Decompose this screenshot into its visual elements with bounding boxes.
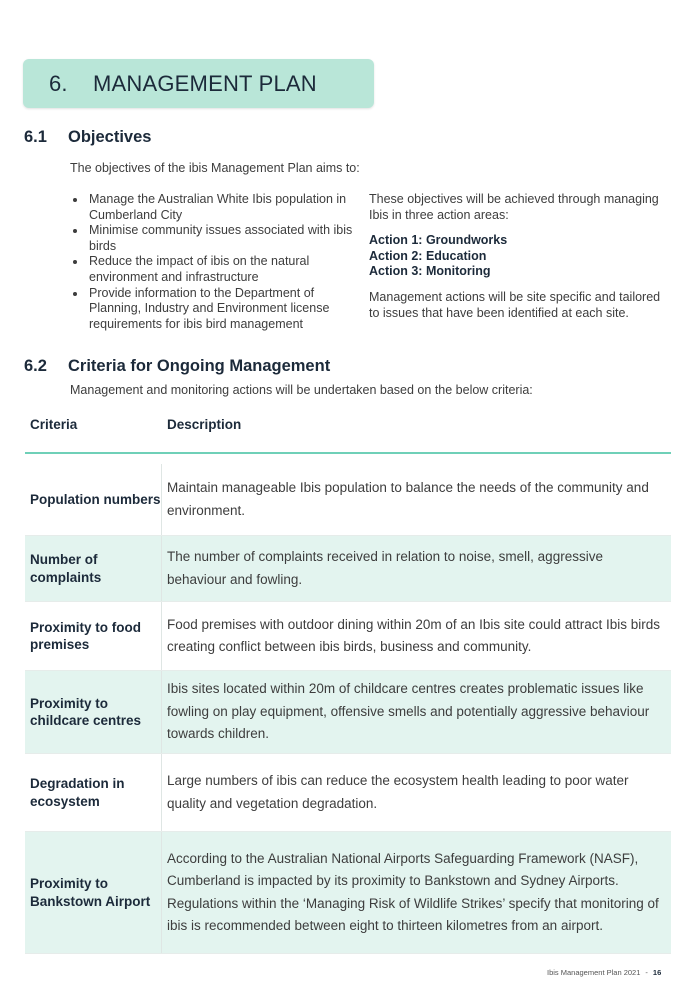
description-cell: Food premises with outdoor dining within 20m of an Ibis site could attract Ibis birds creating conflict between ibis birds, business and community.: [167, 616, 660, 654]
list-item: Minimise community issues associated with ibis birds: [70, 223, 360, 254]
action-item: Action 1: Groundworks: [369, 233, 508, 248]
section-number: 6.: [49, 70, 68, 96]
criteria-cell: Proximity to food premises: [25, 602, 162, 670]
section-banner: [23, 59, 374, 108]
list-item: Provide information to the Department of Planning, Industry and Environment license requirements for ibis bird management: [70, 286, 360, 333]
objectives-heading: [24, 128, 151, 147]
table-row: [25, 602, 671, 671]
action-item: Action 2: Education: [369, 248, 487, 263]
objectives-title: Objectives: [68, 128, 152, 146]
criteria-cell: Degradation in ecosystem: [25, 754, 162, 831]
table-row: [25, 671, 671, 754]
criteria-table-header: [25, 408, 671, 454]
criteria-title: Criteria for Ongoing Management: [68, 357, 331, 375]
column-header-criteria: Criteria: [30, 417, 78, 432]
list-item: Manage the Australian White Ibis population in Cumberland City: [70, 192, 360, 223]
actions-closing: Management actions will be site specific and tailored to issues that have been identified at each site.: [369, 289, 661, 320]
objectives-actions-column: [369, 192, 669, 321]
page-footer: [547, 968, 661, 977]
section-title: MANAGEMENT PLAN: [93, 70, 317, 96]
criteria-cell: Population numbers: [25, 464, 162, 535]
description-cell: According to the Australian National Airports Safeguarding Framework (NASF), Cumberland is impacted by its proximity to Bankstown and Sydney Airports. Regulations within the ‘Managing Risk of Wildlife Strikes’ specify that monitoring of ibis is recommended between eight to thirteen kilometres from an airport.: [167, 850, 659, 933]
description-cell: The number of complaints received in relation to noise, smell, aggressive behaviour and fowling.: [167, 549, 603, 587]
criteria-number: 6.2: [24, 357, 47, 375]
description-cell: Maintain manageable Ibis population to balance the needs of the community and environment.: [167, 480, 649, 518]
criteria-cell: Number of complaints: [25, 536, 162, 601]
criteria-table: [25, 464, 671, 954]
description-cell: Ibis sites located within 20m of childcare centres creates problematic issues like fowling on play equipment, offensive smells and potentially aggressive behaviour towards children.: [167, 681, 650, 742]
criteria-intro: Management and monitoring actions will be undertaken based on the below criteria:: [70, 383, 533, 397]
table-row: [25, 464, 671, 536]
objectives-number: 6.1: [24, 128, 47, 146]
actions-list: [369, 233, 669, 280]
column-header-description: Description: [167, 417, 242, 432]
table-row: [25, 832, 671, 954]
page-number: 16: [652, 968, 662, 977]
description-cell: Large numbers of ibis can reduce the ecosystem health leading to poor water quality and vegetation degradation.: [167, 773, 629, 811]
criteria-cell: Proximity to Bankstown Airport: [25, 832, 162, 953]
list-item: Reduce the impact of ibis on the natural environment and infrastructure: [70, 254, 360, 285]
table-row: [25, 754, 671, 832]
criteria-cell: Proximity to childcare centres: [25, 671, 162, 753]
objectives-list: [70, 192, 360, 332]
criteria-heading: [24, 357, 330, 376]
action-item: Action 3: Monitoring: [369, 264, 491, 279]
footer-separator: -: [645, 968, 648, 977]
actions-intro: These objectives will be achieved through managing Ibis in three action areas:: [369, 192, 659, 222]
footer-doc-title: Ibis Management Plan 2021: [547, 968, 641, 977]
objectives-intro: The objectives of the ibis Management Plan aims to:: [70, 161, 360, 175]
table-row: [25, 536, 671, 602]
